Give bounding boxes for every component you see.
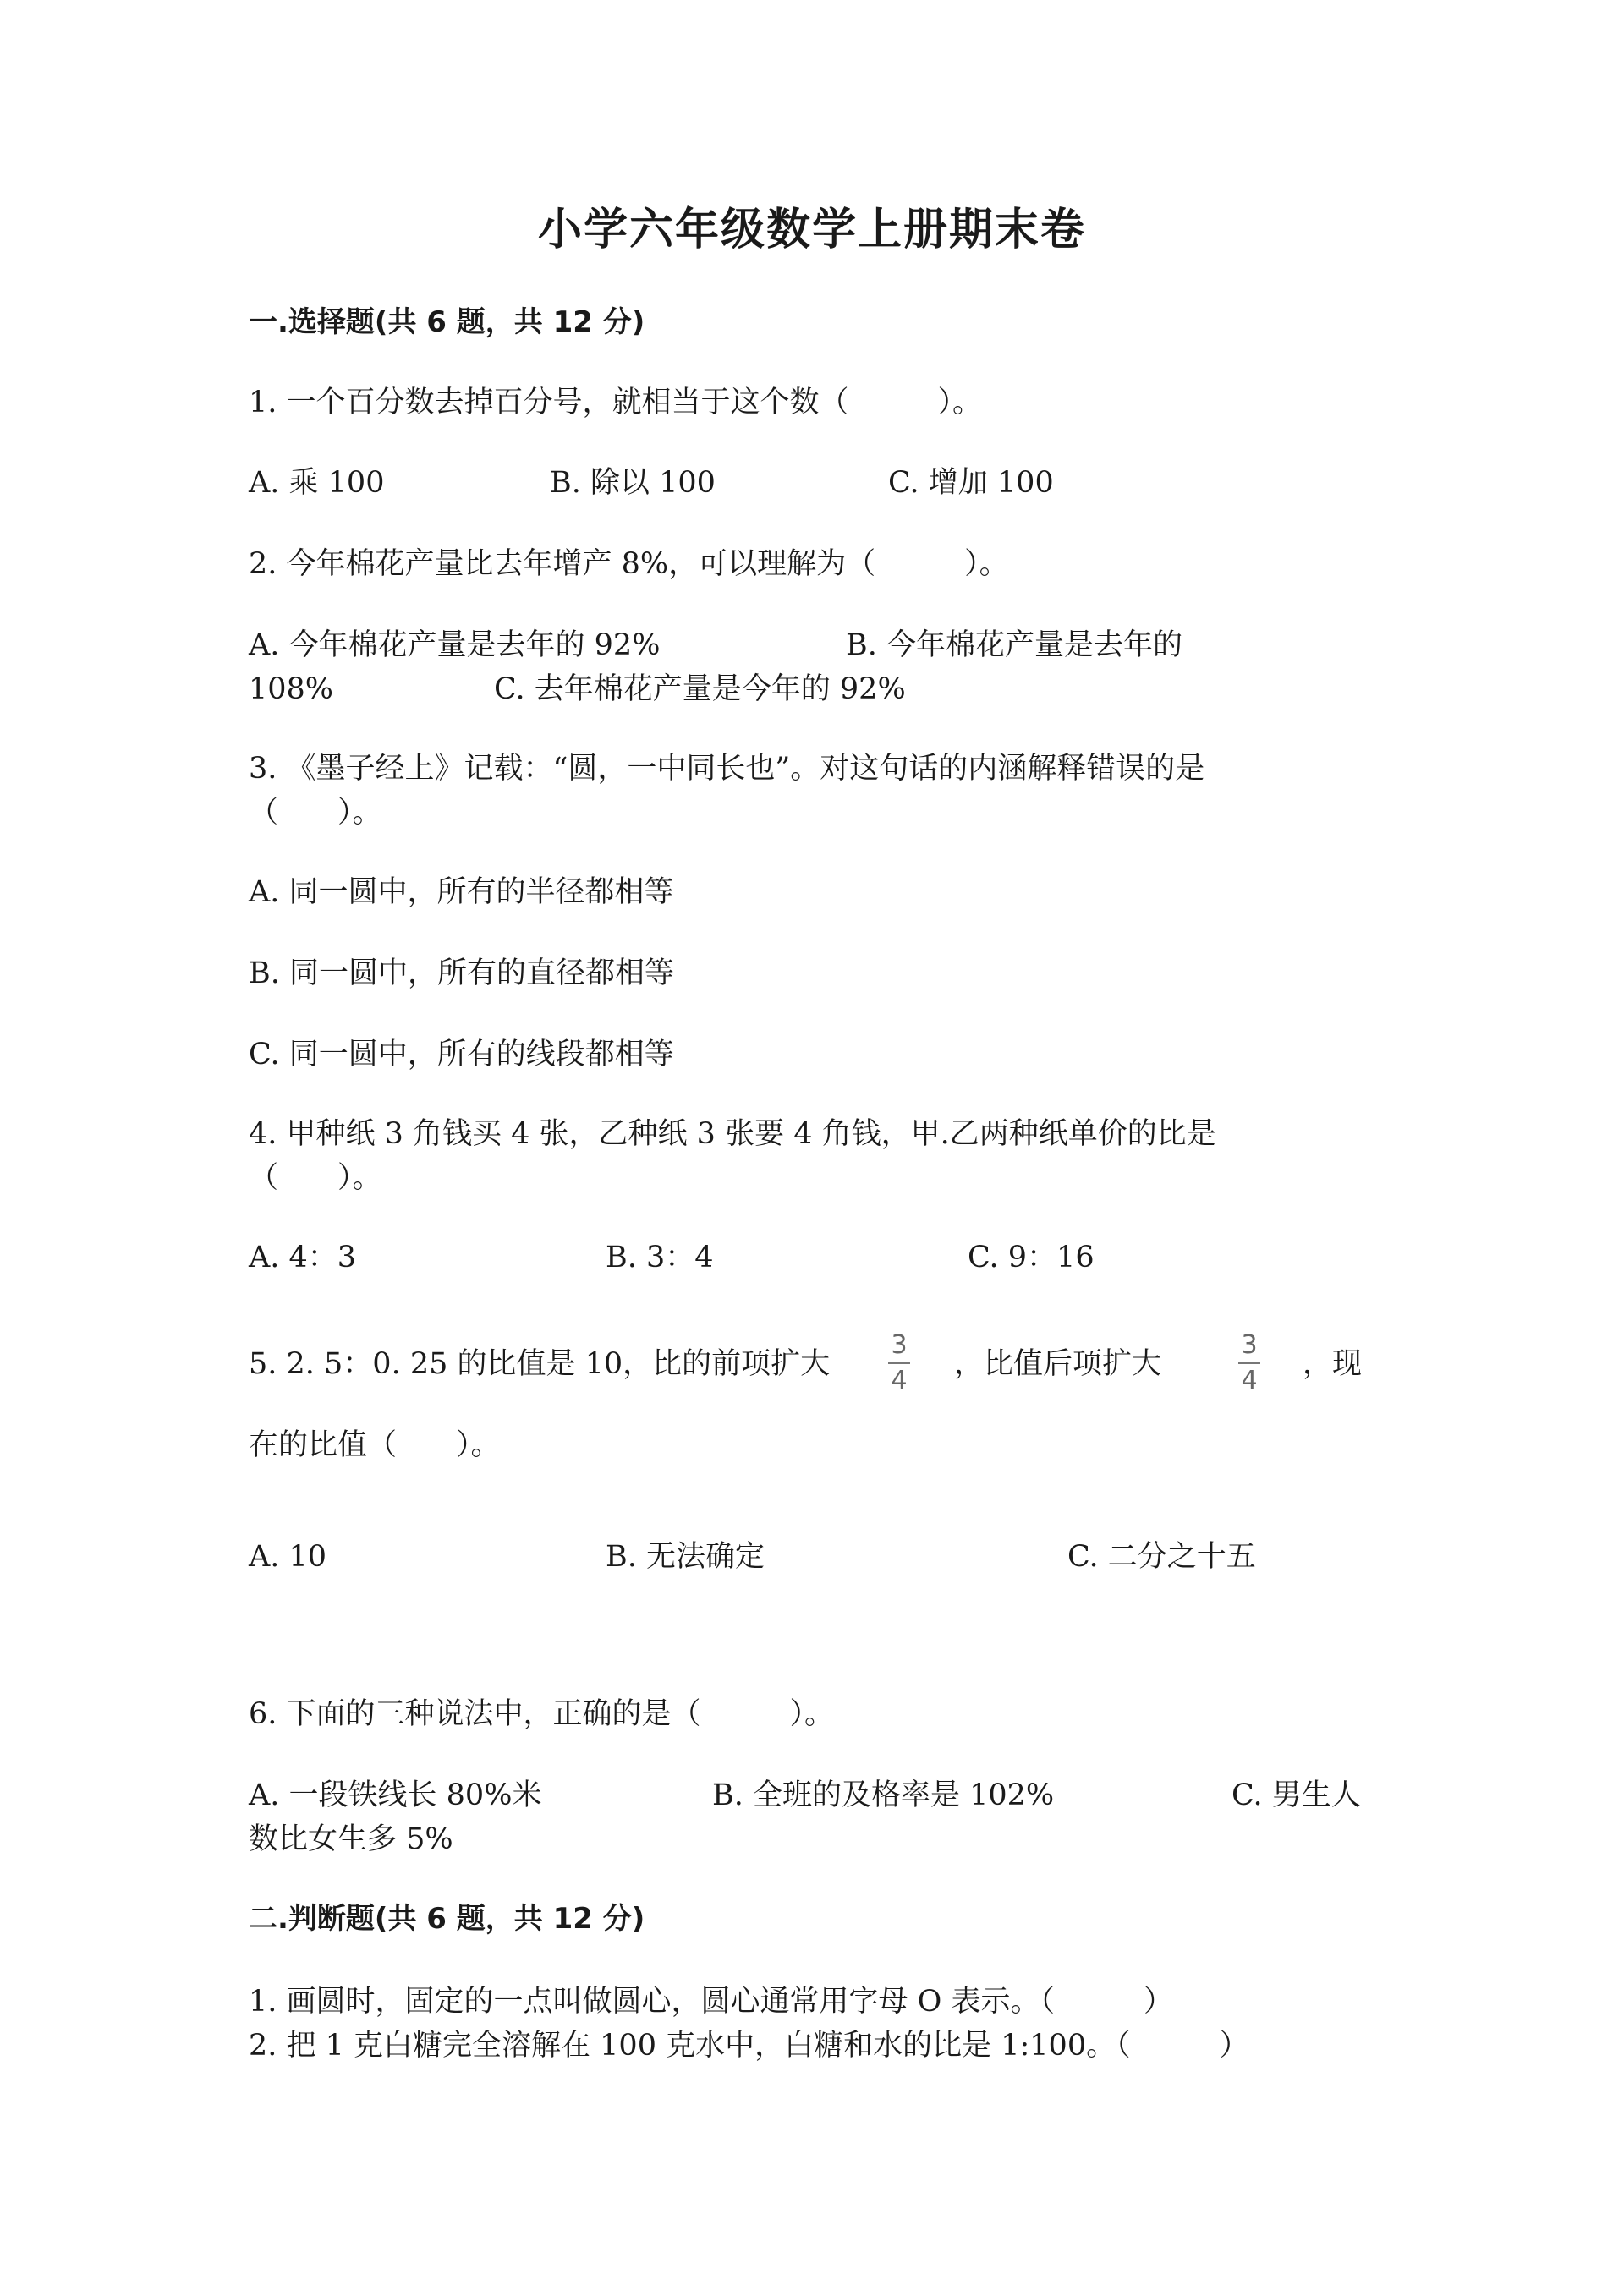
question-2-option-c: C. 去年棉花产量是今年的 92% xyxy=(494,672,906,706)
question-5-text-part2: ，比值后项扩大 xyxy=(954,1347,1162,1381)
question-3-option-c: C. 同一圆中，所有的线段都相等 xyxy=(249,1038,674,1071)
question-5-text-part1: 5. 2. 5：0. 25 的比值是 10，比的前项扩大 xyxy=(249,1347,831,1381)
fraction-denominator: 4 xyxy=(891,1366,908,1395)
question-4-option-c: C. 9：16 xyxy=(968,1241,1095,1274)
question-5-option-a: A. 10 xyxy=(249,1540,327,1574)
fraction-bar xyxy=(888,1362,910,1364)
question-1-option-b: B. 除以 100 xyxy=(550,466,716,500)
fraction-three-quarters-2 xyxy=(1238,1330,1260,1395)
question-1-text: 1. 一个百分数去掉百分号，就相当于这个数（ ）。 xyxy=(249,386,983,419)
question-5-option-b: B. 无法确定 xyxy=(606,1540,765,1574)
question-6-text: 6. 下面的三种说法中，正确的是（ ）。 xyxy=(249,1697,835,1731)
question-5-text-part3: ，现 xyxy=(1303,1347,1363,1381)
question-4-option-a: A. 4：3 xyxy=(249,1241,357,1274)
question-2-text: 2. 今年棉花产量比去年增产 8%，可以理解为（ ）。 xyxy=(249,547,1009,581)
question-1-option-c: C. 增加 100 xyxy=(888,466,1054,500)
section-heading-choice: 一.选择题(共 6 题，共 12 分) xyxy=(249,305,645,339)
question-3-text: 3. 《墨子经上》记载：“圆，一中同长也”。对这句话的内涵解释错误的是 xyxy=(249,752,1205,786)
question-2-option-a: A. 今年棉花产量是去年的 92% xyxy=(249,628,661,662)
fraction-three-quarters-1 xyxy=(888,1330,910,1395)
question-6-option-b: B. 全班的及格率是 102% xyxy=(712,1778,1055,1812)
question-3-option-a: A. 同一圆中，所有的半径都相等 xyxy=(249,875,674,909)
question-3-text-cont: （ ）。 xyxy=(249,796,382,830)
question-4-option-b: B. 3：4 xyxy=(606,1241,714,1274)
question-2-option-b: B. 今年棉花产量是去年的 xyxy=(846,628,1182,662)
fraction-denominator: 4 xyxy=(1241,1366,1258,1395)
question-1-option-a: A. 乘 100 xyxy=(249,466,385,500)
fraction-bar xyxy=(1238,1362,1260,1364)
question-4-text: 4. 甲种纸 3 角钱买 4 张，乙种纸 3 张要 4 角钱，甲.乙两种纸单价的比是 xyxy=(249,1117,1216,1151)
question-3-option-b: B. 同一圆中，所有的直径都相等 xyxy=(249,956,674,990)
judgement-question-1: 1. 画圆时，固定的一点叫做圆心，圆心通常用字母 O 表示。（ ） xyxy=(249,1985,1173,2019)
question-6-option-c: C. 男生人 xyxy=(1232,1778,1361,1812)
question-5-text-cont: 在的比值（ ）。 xyxy=(249,1428,501,1462)
fraction-numerator: 3 xyxy=(891,1330,908,1360)
question-6-option-c-cont: 数比女生多 5% xyxy=(249,1822,453,1856)
page-title: 小学六年级数学上册期末卷 xyxy=(537,204,1086,255)
question-6-option-a: A. 一段铁线长 80%米 xyxy=(249,1778,542,1812)
question-5-option-c: C. 二分之十五 xyxy=(1067,1540,1256,1574)
section-heading-judgement: 二.判断题(共 6 题，共 12 分) xyxy=(249,1902,645,1936)
question-2-option-b-cont: 108% xyxy=(249,672,334,706)
fraction-numerator: 3 xyxy=(1241,1330,1258,1360)
question-4-text-cont: （ ）。 xyxy=(249,1161,382,1195)
judgement-question-2: 2. 把 1 克白糖完全溶解在 100 克水中，白糖和水的比是 1:100。（ ） xyxy=(249,2029,1249,2063)
